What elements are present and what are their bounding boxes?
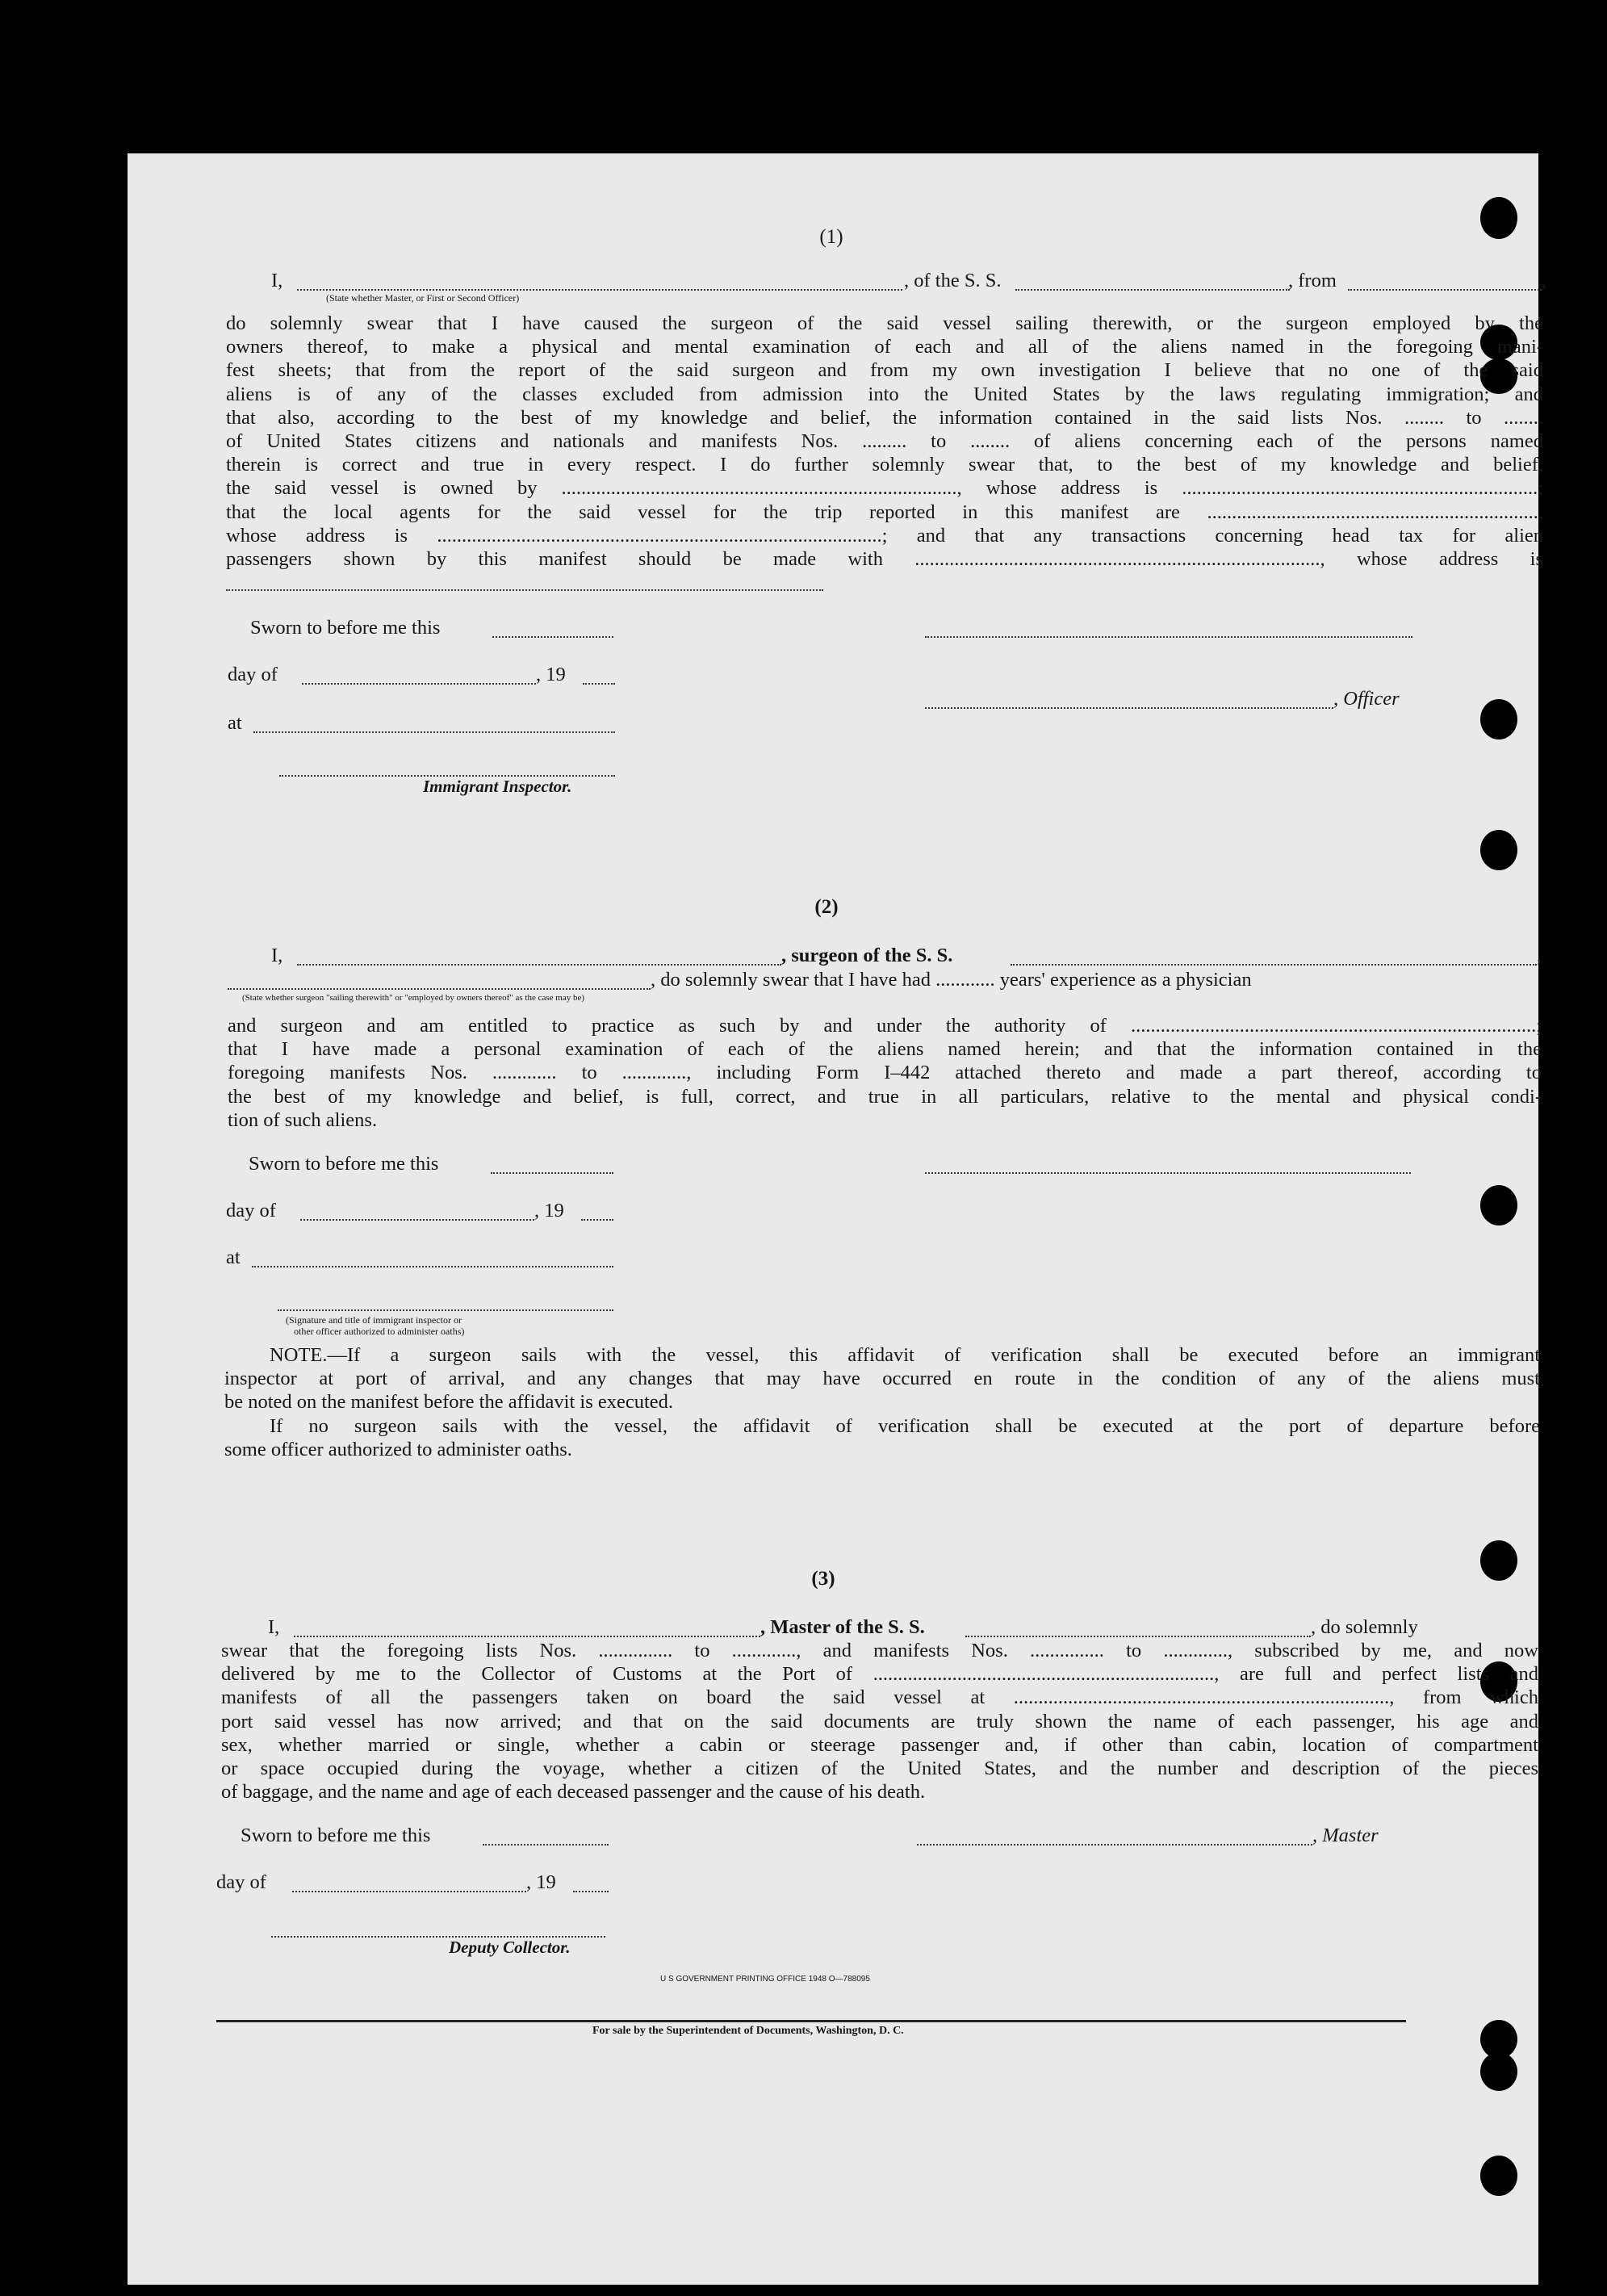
s3-oath-line: or space occupied during the voyage, whether a citizen of the United States, and the number and description of the pieces — [221, 1758, 1538, 1780]
section-2-heading: (2) — [814, 896, 839, 918]
s1-inspector-label: Immigrant Inspector. — [423, 777, 572, 796]
s1-oath-body — [226, 312, 1543, 571]
s2-note-line: be noted on the manifest before the affidavit is executed. — [224, 1391, 674, 1414]
s1-year-blank — [583, 683, 615, 685]
s1-year-label: , 19 — [536, 664, 566, 685]
s2-swear-line: , do solemnly swear that I have had ............ years' experience as a physician — [651, 969, 1252, 991]
s3-ship-blank — [965, 1636, 1311, 1637]
s2-inspector-blank — [278, 1309, 613, 1311]
s2-note-body — [224, 1343, 1540, 1461]
s1-from-blank — [1348, 289, 1542, 291]
s2-name-blank — [297, 964, 781, 966]
s3-oath-body — [221, 1639, 1538, 1804]
s1-i-label: I, — [271, 270, 283, 291]
s1-comma: , — [1542, 270, 1547, 291]
s3-day-of-label: day of — [216, 1871, 266, 1893]
s1-oath-line: whose address is ..........................................................................................; and that any transactions concerning head tax for alien — [226, 524, 1543, 547]
s2-year-blank — [581, 1219, 613, 1221]
s2-at-label: at — [226, 1246, 241, 1268]
s2-oath-line: the best of my knowledge and belief, is full, correct, and true in all particulars, relative to the mental and physical condi- — [228, 1085, 1542, 1108]
s1-from-label: , from — [1288, 270, 1337, 291]
s2-year-label: , 19 — [534, 1200, 564, 1221]
s2-surgeon-status-blank — [228, 988, 651, 990]
punch-hole — [1480, 1540, 1517, 1581]
s1-oath-line: of United States citizens and nationals and manifests Nos. ......... to ........ of aliens concerning each of the persons named — [226, 430, 1543, 453]
s1-oath-line: owners thereof, to make a physical and mental examination of each and all of the aliens named in the foregoing mani- — [226, 336, 1543, 358]
punch-hole — [1480, 2052, 1517, 2091]
s2-signature-note-2: other officer authorized to administer oaths) — [294, 1326, 465, 1337]
s3-master-label: , Master of the S. S. — [760, 1616, 925, 1638]
s2-oath-body — [228, 1014, 1542, 1132]
s2-oath-line: that I have made a personal examination of each of the aliens named herein; and that the information contained in the — [228, 1038, 1542, 1061]
s2-oath-line: tion of such aliens. — [228, 1108, 378, 1131]
s3-collector-label: Deputy Collector. — [449, 1938, 571, 1957]
s1-oath-line: fest sheets; that from the report of the said surgeon and from my own investigation I believe that no one of the said — [226, 359, 1543, 382]
s1-officer-blank — [925, 707, 1333, 709]
s1-day-of-label: day of — [228, 664, 278, 685]
punch-hole — [1480, 830, 1517, 870]
s1-officer-label: , Officer — [1333, 688, 1400, 710]
s2-day-blank — [300, 1219, 534, 1221]
s1-sworn-blank — [492, 636, 613, 638]
s3-solemnly-label: , do solemnly — [1311, 1616, 1418, 1638]
printer-imprint: U S GOVERNMENT PRINTING OFFICE 1948 O—788095 — [660, 1975, 870, 1984]
s3-oath-line: swear that the foregoing lists Nos. ............... to ............., and manifests Nos. ............... to ............., subscribed by me, and now — [221, 1640, 1538, 1661]
section-3-heading: (3) — [811, 1568, 835, 1590]
punch-hole — [1480, 2156, 1517, 2196]
s1-at-blank — [253, 731, 615, 733]
s2-sworn-blank — [491, 1172, 613, 1174]
s3-oath-line: port said vessel has now arrived; and that on the said documents are truly shown the name of each passenger, his age and — [221, 1710, 1538, 1732]
s3-year-blank — [573, 1891, 609, 1892]
s1-oath-line: do solemnly swear that I have caused the surgeon of the said vessel sailing therewith, or the surgeon employed by the — [226, 312, 1543, 334]
s3-i-label: I, — [268, 1616, 280, 1638]
s1-officer-note: (State whether Master, or First or Second Officer) — [326, 292, 520, 304]
s2-at-blank — [252, 1266, 613, 1267]
s2-sworn-label: Sworn to before me this — [249, 1153, 439, 1175]
s1-name-blank — [297, 289, 902, 291]
s1-oath-line: the said vessel is owned by ................................................................................, whose address is ........................................................................; — [226, 477, 1543, 500]
s3-oath-line: manifests of all the passengers taken on board the said vessel at ............................................................................, from which — [221, 1686, 1538, 1709]
s2-signature-blank — [925, 1172, 1411, 1174]
s2-note-line: NOTE.—If a surgeon sails with the vessel, this affidavit of verification shall be executed before an immigrant — [270, 1344, 1540, 1366]
s2-note-line: If no surgeon sails with the vessel, the affidavit of verification shall be executed at the port of departure before — [270, 1414, 1540, 1437]
s2-signature-note-1: (Signature and title of immigrant inspector or — [286, 1314, 462, 1326]
s2-surgeon-label: , surgeon of the S. S. — [781, 945, 953, 966]
s1-oath-line: passengers shown by this manifest should be made with .................................................................................., whose address is — [226, 548, 1543, 571]
s3-day-blank — [292, 1891, 526, 1892]
s2-i-label: I, — [271, 945, 283, 966]
s1-sworn-label: Sworn to before me this — [250, 617, 441, 639]
s2-note-line: inspector at port of arrival, and any changes that may have occurred en route in the condition of any of the aliens must — [224, 1368, 1540, 1390]
s1-oath-line: that the local agents for the said vessel for the trip reported in this manifest are ..................................................................., — [226, 501, 1543, 523]
s1-address-blank — [226, 589, 823, 591]
s1-oath-line: that also, according to the best of my knowledge and belief, the information contained in the said lists Nos. ........ to ........ — [226, 406, 1543, 429]
s3-oath-line: sex, whether married or single, whether a cabin or steerage passenger and, if other than cabin, location of compartment — [221, 1733, 1538, 1756]
s1-at-label: at — [228, 712, 242, 734]
s3-year-label: , 19 — [526, 1871, 556, 1893]
punch-hole — [1480, 699, 1517, 739]
s1-of-ss-label: , of the S. S. — [904, 270, 1002, 291]
s3-master-signature-label: , Master — [1312, 1825, 1379, 1846]
s1-oath-line: therein is correct and true in every respect. I do further solemnly swear that, to the best of my knowledge and belief, — [226, 454, 1543, 476]
s2-oath-line: foregoing manifests Nos. ............. to ............., including Form I–442 attached thereto and made a part thereof, according to — [228, 1062, 1542, 1084]
section-1-heading: (1) — [819, 226, 843, 248]
s2-surgeon-note: (State whether surgeon "sailing therewith" or "employed by owners thereof" as the case may be) — [242, 993, 585, 1003]
s3-sworn-blank — [483, 1844, 609, 1846]
s3-master-blank — [917, 1844, 1312, 1846]
s3-oath-line: delivered by me to the Collector of Customs at the Port of ....................................................................., are full and perfect lists and — [221, 1663, 1538, 1686]
s1-oath-line: aliens is of any of the classes excluded from admission into the United States by the laws regulating immigration; and — [226, 383, 1543, 405]
s1-ship-blank — [1015, 289, 1290, 291]
s3-oath-line: of baggage, and the name and age of each deceased passenger and the cause of his death. — [221, 1781, 926, 1804]
s2-day-of-label: day of — [226, 1200, 276, 1221]
footer-note: For sale by the Superintendent of Documents, Washington, D. C. — [592, 2025, 904, 2037]
s1-signature-blank — [925, 636, 1412, 638]
s3-sworn-label: Sworn to before me this — [241, 1825, 431, 1846]
punch-hole — [1480, 1185, 1517, 1226]
s2-note-line: some officer authorized to administer oaths. — [224, 1438, 572, 1460]
s2-comma: , — [1537, 945, 1542, 966]
form-sheet — [128, 153, 1547, 2285]
s2-ship-blank — [1011, 964, 1537, 966]
s2-oath-line: and surgeon and am entitled to practice as such by and under the authority of ..................................................................................; — [228, 1015, 1542, 1037]
s1-day-blank — [302, 683, 536, 685]
s3-name-blank — [294, 1636, 760, 1637]
punch-hole — [1480, 197, 1517, 239]
footer-rule — [216, 2020, 1406, 2022]
